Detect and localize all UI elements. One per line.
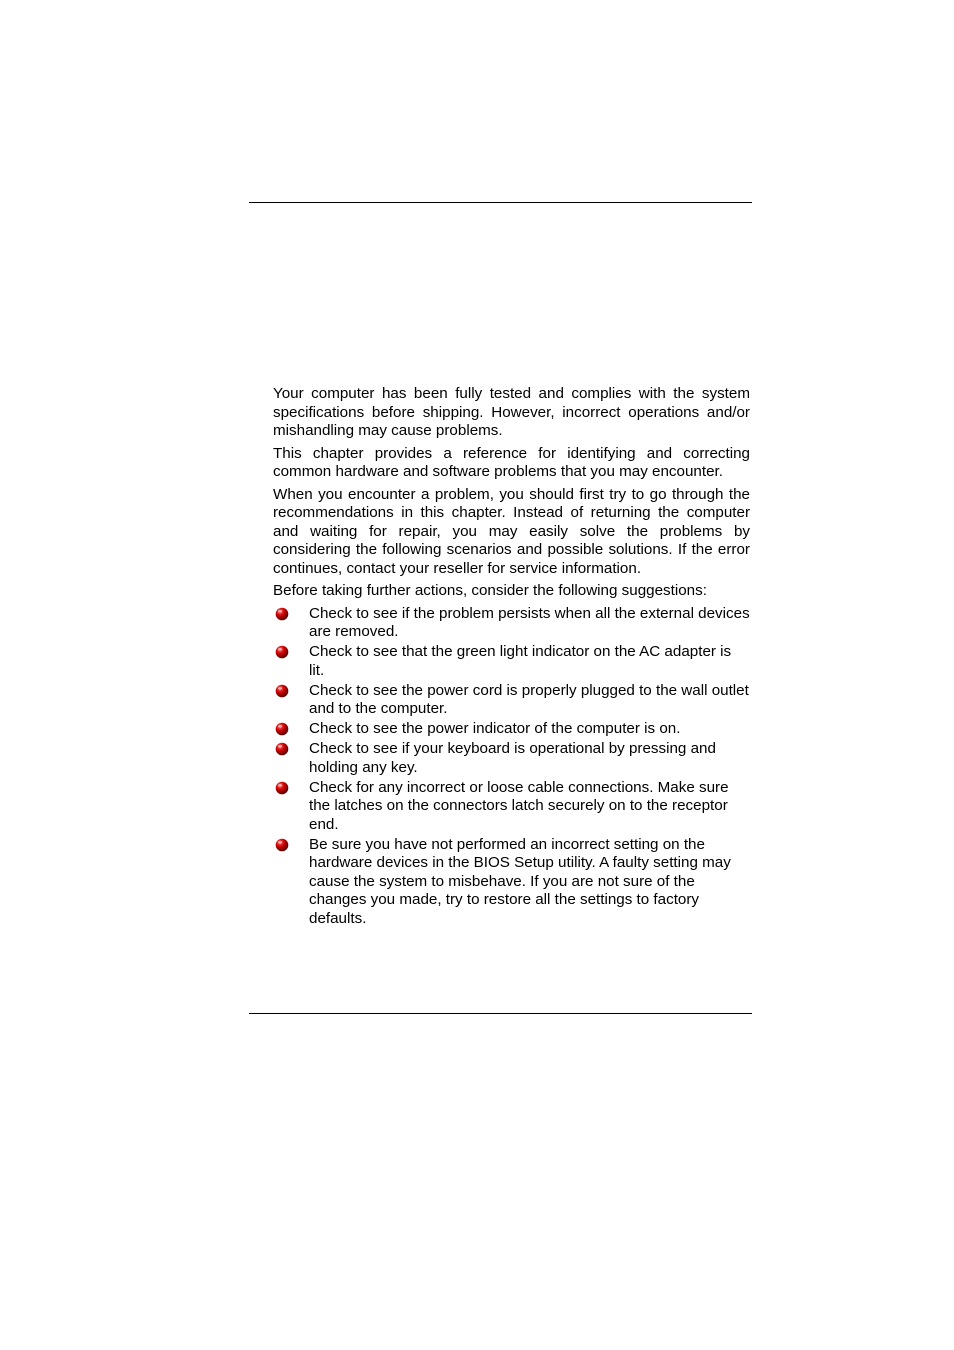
list-item [273,779,750,835]
list-item [273,682,750,719]
red-ball-bullet-icon [275,684,289,698]
suggestion-text: Check to see if your keyboard is operational by pressing and holding any key. [309,740,716,776]
suggestions-lead: Before taking further actions, consider the following suggestions: [273,582,707,599]
red-ball-bullet-icon [275,781,289,795]
suggestion-text: Check for any incorrect or loose cable connections. Make sure the latches on the connectors latch securely on to the receptor end. [309,778,729,833]
suggestion-text: Check to see that the green light indicator on the AC adapter is lit. [309,643,732,679]
suggestion-text: Be sure you have not performed an incorrect setting on the hardware devices in the BIOS Setup utility. A faulty setting may cause the system to misbehave. If you are not sure of the changes you made, try to restore all the settings to factory defaults. [309,835,731,927]
footer-rule [249,1013,752,1014]
intro-paragraph-3: When you encounter a problem, you should first try to go through the recommendations in this chapter. Instead of returning the computer and waiting for repair, you may easily solve the problems by considering the following scenarios and possible solutions. If the error continues, contact your reseller for service information. [273,485,750,577]
red-ball-bullet-icon [275,607,289,621]
red-ball-bullet-icon [275,722,289,736]
suggestion-text: Check to see the power indicator of the computer is on. [309,720,681,737]
intro-paragraph-2: This chapter provides a reference for identifying and correcting common hardware and software problems that you may encounter. [273,444,750,480]
list-item [273,605,750,642]
suggestions-list [273,605,750,929]
list-item [273,643,750,680]
suggestion-text: Check to see the power cord is properly plugged to the wall outlet and to the computer. [309,681,749,717]
intro-paragraph-1: Your computer has been fully tested and complies with the system specifications before shipping. However, incorrect operations and/or mishandling may cause problems. [273,385,750,439]
red-ball-bullet-icon [275,838,289,852]
list-item [273,720,750,739]
suggestion-text: Check to see if the problem persists when all the external devices are removed. [309,604,750,640]
red-ball-bullet-icon [275,645,289,659]
red-ball-bullet-icon [275,742,289,756]
header-rule [249,202,752,203]
list-item [273,740,750,777]
list-item [273,836,750,929]
page-body [273,385,750,930]
